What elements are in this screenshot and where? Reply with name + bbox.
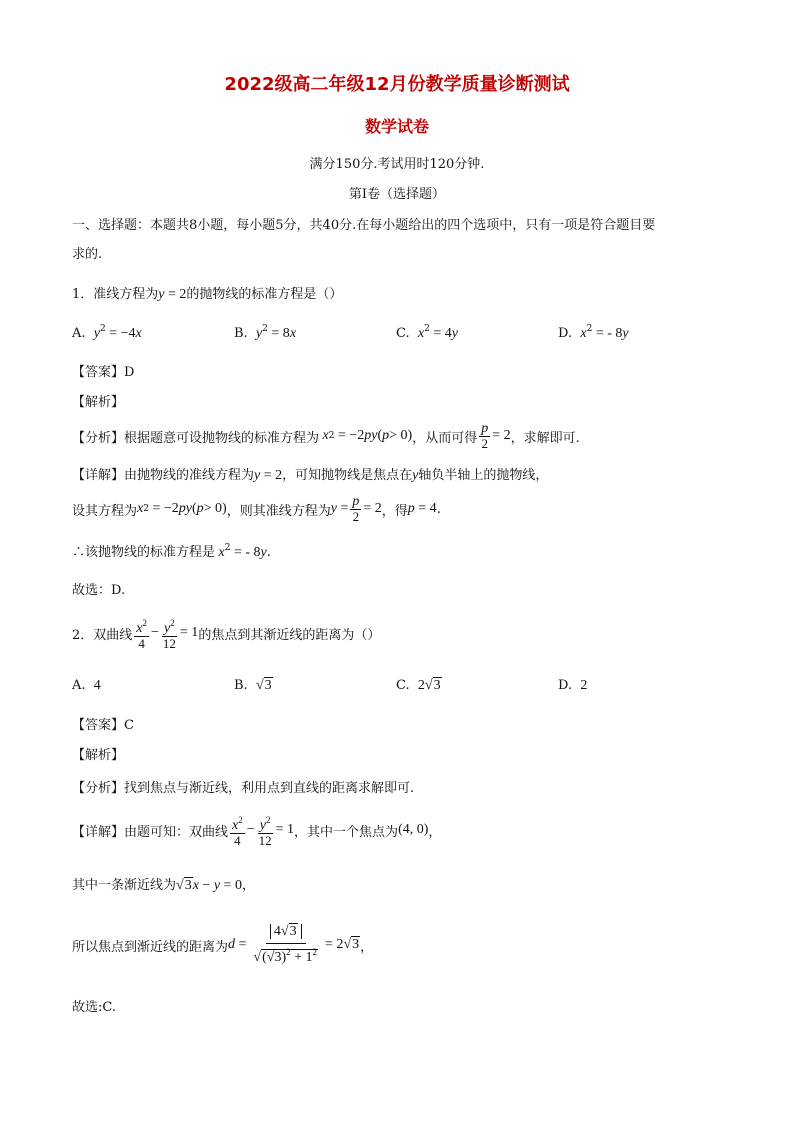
q1-answer: 【答案】D [72, 365, 135, 380]
q1-stem: 1．准线方程为y = 2的抛物线的标准方程是（） [72, 287, 343, 302]
q1-choice: 故选：D. [72, 583, 126, 598]
instructions-line-2: 求的. [72, 247, 103, 262]
q1-detail-3: ∴该抛物线的标准方程是 $x^2$ = - 8y. [72, 543, 271, 560]
q2-detail-3: 所以焦点到渐近线的距离为 d = $\frac{4√3}{√(√3)^2 + 1^2}$ = 2 √3 ， [72, 924, 374, 965]
exam-info: 满分150分.考试用时120分钟. [309, 157, 485, 172]
q1-option-a: A. $y^2 = -4x$ [72, 324, 142, 341]
q1-directrix: y [158, 287, 165, 302]
q2-stem: 2．双曲线 $\frac{x^2}{4}$ − $\frac{y^2}{12}$ = 1 的焦点到其渐近线的距离为（） [72, 617, 381, 651]
q1-detail-1: 【详解】由抛物线的准线方程为y = 2，可知抛物线是焦点在y轴负半轴上的抛物线， [72, 468, 549, 483]
q2-option-b: B. √3 [234, 678, 272, 693]
q2-detail-1: 【详解】由题可知：双曲线 $\frac{x^2}{4}$ − $\frac{y^2}{12}$ = 1 ，其中一个焦点为 (4, 0) ， [72, 814, 442, 848]
q1-option-b: B. $y^2 = 8x$ [234, 324, 297, 341]
q1-suffix: 的抛物线的标准方程是（） [186, 287, 343, 302]
q2-option-a: A. 4 [72, 678, 101, 693]
q1-fenxi: 【分析】根据题意可设抛物线的标准方程为 x 2 = −2 py ( p > 0) ，从而可得 $\frac{p}{2}$ = 2 ，求解即可. [72, 420, 580, 451]
q1-detail-2: 设其方程为 x 2 = −2 py ( p > 0) ，则其准线方程为 y = $\frac{p}{2}$ = 2 ，得 p = 4 . [72, 493, 441, 524]
instructions-line-1: 一、选择题：本题共8小题，每小题5分，共40分.在每小题给出的四个选项中，只有一项是符合题目要 [72, 218, 656, 233]
q2-option-d: D. 2 [558, 678, 588, 693]
q2-detail-2: 其中一条渐近线为√3x − y = 0， [72, 878, 255, 893]
q2-option-c: C. 2√3 [396, 678, 441, 693]
page-subtitle: 数学试卷 [364, 117, 429, 136]
q2-answer: 【答案】C [72, 718, 134, 733]
section-heading: 第I卷（选择题） [348, 187, 446, 202]
q1-option-d: D. $x^2$ = - 8y [558, 324, 629, 341]
q2-analysis-label: 【解析】 [72, 748, 125, 763]
page-title: 2022级高二年级12月份教学质量诊断测试 [224, 74, 570, 95]
q1-analysis-label: 【解析】 [72, 395, 125, 410]
q2-choice: 故选:C. [72, 1000, 116, 1015]
q1-option-c: C. $x^2 = 4y$ [396, 324, 458, 341]
q1-prefix: 1．准线方程为 [72, 287, 159, 302]
q2-fenxi: 【分析】找到焦点与渐近线，利用点到直线的距离求解即可. [72, 781, 415, 796]
